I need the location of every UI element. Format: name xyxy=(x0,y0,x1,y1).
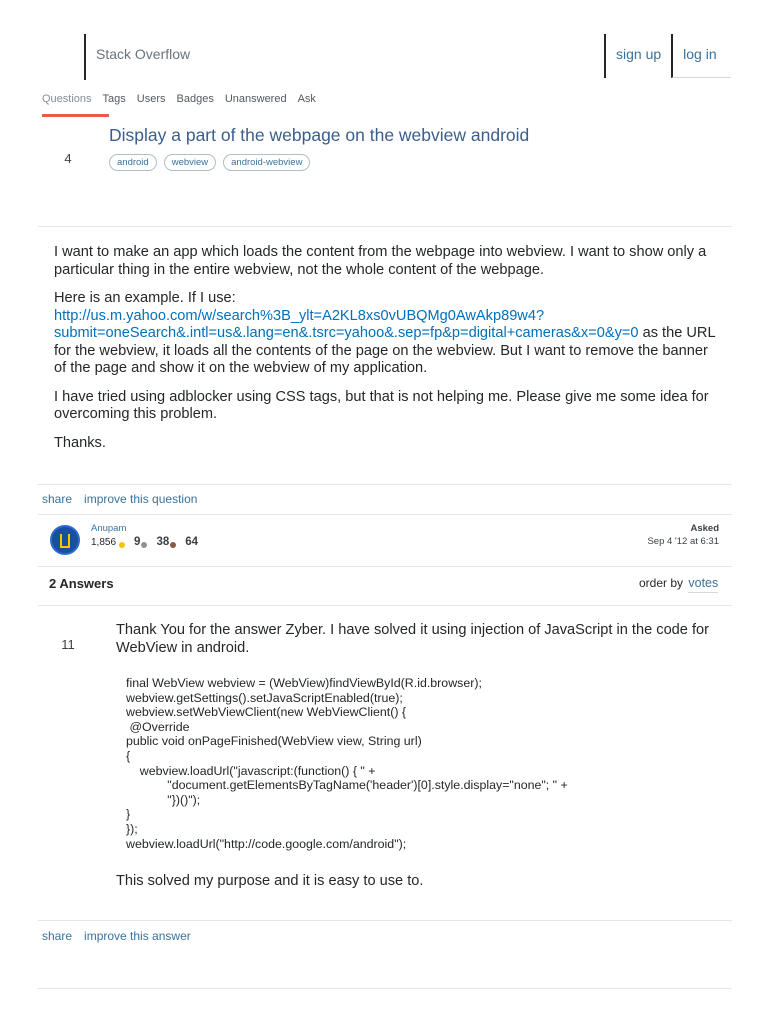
gold-badge-count: 9 xyxy=(134,536,141,548)
question-body xyxy=(54,244,716,463)
divider xyxy=(38,226,732,227)
divider xyxy=(38,605,732,606)
order-by-label: order by xyxy=(639,576,684,590)
gold-badge-icon xyxy=(119,542,125,548)
divider xyxy=(38,566,732,567)
question-tags xyxy=(109,154,310,171)
auth-buttons xyxy=(604,34,731,78)
divider xyxy=(38,484,732,485)
bronze-badge-icon xyxy=(170,542,176,548)
answer-vote-count: 11 xyxy=(61,637,75,652)
bronze-badge-count: 64 xyxy=(185,536,199,548)
question-owner-card xyxy=(50,523,732,555)
question-paragraph: Thanks. xyxy=(54,434,106,451)
reputation-score: 1,856 xyxy=(91,536,117,548)
tag-android-webview[interactable]: android-webview xyxy=(223,154,310,171)
share-answer-link[interactable]: share xyxy=(42,929,73,943)
example-url-link[interactable]: http://us.m.yahoo.com/w/search%3B_ylt=A2KL8xs0vUBQMg0AwAkp89w4?submit=oneSearch&.intl=us&.lang=en&.tsrc=yahoo&.sep=fp&p=digital+cameras&x=0&y=0 xyxy=(54,307,639,341)
nav-ask[interactable]: Ask xyxy=(297,93,316,105)
top-bar xyxy=(0,0,768,80)
answer-code-block: final WebView webview = (WebView)findViewById(R.id.browser); webview.getSettings().setJavaScriptEnabled(true); webview.setWebViewClient(new WebViewClient() { @Override public void onPageFinished(WebView view, String url) { webview.loadUrl("javascript:(function() { " + "document.getElementsByTagName('header')[0].style.display="none"; " + "})()"); } }); webview.loadUrl("http://code.google.com/android"); xyxy=(126,676,568,851)
asked-time: Sep 4 '12 at 6:31 xyxy=(647,536,719,547)
nav-users[interactable]: Users xyxy=(136,93,166,105)
improve-question-link[interactable]: improve this question xyxy=(84,492,198,506)
log-in-button[interactable]: log in xyxy=(671,34,731,78)
answer-actions xyxy=(42,929,191,943)
tag-webview[interactable]: webview xyxy=(164,154,216,171)
asked-info xyxy=(647,523,719,547)
nav-tags[interactable]: Tags xyxy=(102,93,126,105)
question-vote-count: 4 xyxy=(64,151,72,166)
order-by-votes-select[interactable]: votes xyxy=(688,576,718,593)
question-paragraph: I want to make an app which loads the content from the webpage into webview. I want to show only a particular thing in the entire webview, not the whole content of the webpage. xyxy=(54,244,707,278)
site-brand[interactable]: Stack Overflow xyxy=(84,34,190,80)
tag-android[interactable]: android xyxy=(109,154,157,171)
asked-label: Asked xyxy=(690,523,719,534)
silver-badge-count: 38 xyxy=(156,536,170,548)
question-title[interactable]: Display a part of the webpage on the webview android xyxy=(109,125,530,145)
divider xyxy=(38,920,732,921)
answer-paragraph: This solved my purpose and it is easy to use to. xyxy=(116,873,424,889)
nav-unanswered[interactable]: Unanswered xyxy=(224,93,287,105)
owner-username[interactable]: Anupam xyxy=(91,523,127,534)
silver-badge-icon xyxy=(141,542,147,548)
question-text: Here is an example. If I use: xyxy=(54,290,236,306)
divider xyxy=(38,988,732,989)
question-paragraph xyxy=(54,290,716,378)
divider xyxy=(38,514,732,515)
owner-reputation xyxy=(91,536,198,548)
answers-count-header: 2 Answers xyxy=(49,576,114,591)
nav-badges[interactable]: Badges xyxy=(176,93,214,105)
nav-questions[interactable]: Questions xyxy=(42,93,92,105)
share-question-link[interactable]: share xyxy=(42,492,73,506)
question-actions xyxy=(42,492,197,506)
improve-answer-link[interactable]: improve this answer xyxy=(84,929,191,943)
sign-up-button[interactable]: sign up xyxy=(604,34,671,78)
stack-overflow-logo-icon[interactable] xyxy=(50,525,80,555)
answer-sort xyxy=(639,576,718,590)
question-text: as the URL for the webview, it loads all the contents of the page on the webview. But I want to remove the banner of the page and show it on the webview of my application. xyxy=(54,325,716,376)
question-paragraph: I have tried using adblocker using CSS tags, but that is not helping me. Please give me some idea for overcoming this problem. xyxy=(54,388,709,422)
answer-paragraph: Thank You for the answer Zyber. I have solved it using injection of JavaScript in the code for WebView in android. xyxy=(116,622,710,656)
active-nav-indicator xyxy=(42,114,109,117)
